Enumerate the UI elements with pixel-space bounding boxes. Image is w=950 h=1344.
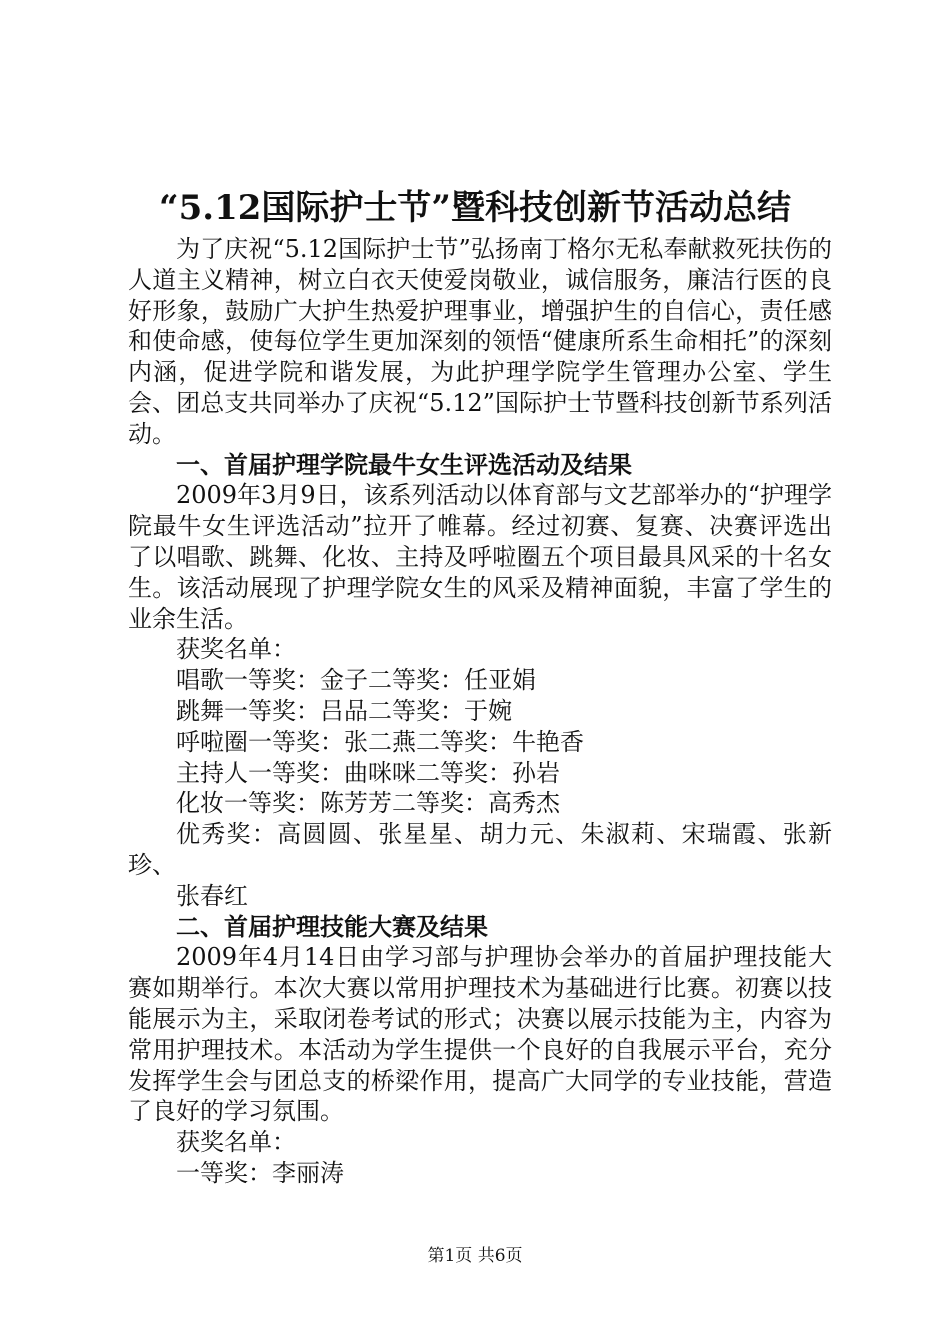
document-title: “5.12国际护士节”暨科技创新节活动总结	[159, 188, 791, 228]
section-heading-2: 二、首届护理技能大赛及结果	[176, 911, 488, 941]
section-1-paragraph: 2009年3月9日，该系列活动以体育部与文艺部举办的“护理学院最牛女生评选活动”拉开了帷幕。经过初赛、复赛、决赛评选出了以唱歌、跳舞、化妆、主持及呼啦圈五个项目最具风采的十名女生。该活动展现了护理学院女生的风采及精神面貌，丰富了学生的业余生活。	[128, 481, 832, 633]
award-list-label: 获奖名单：	[176, 635, 296, 664]
section-heading-1: 一、首届护理学院最牛女生评选活动及结果	[176, 449, 632, 479]
intro-paragraph: 为了庆祝“5.12国际护士节”弘扬南丁格尔无私奉献救死扶伤的人道主义精神，树立白衣天使爱岗敬业，诚信服务，廉洁行医的良好形象，鼓励广大护生热爱护理事业，增强护生的自信心，责任感和使命感，使每位学生更加深刻的领悟“健康所系生命相托”的深刻内涵，促进学院和谐发展，为此护理学院学生管理办公室、学生会、团总支共同举办了庆祝“5.12”国际护士节暨科技创新节系列活动。	[128, 235, 832, 448]
document-body	[128, 234, 832, 1189]
award-line-host: 主持人一等奖：曲咪咪二等奖：孙岩	[176, 758, 560, 787]
award-line-makeup: 化妆一等奖：陈芳芳二等奖：高秀杰	[176, 789, 560, 818]
award-line-hula-hoop: 呼啦圈一等奖：张二燕二等奖：牛艳香	[176, 727, 584, 756]
page-footer: 第1页 共6页	[427, 1246, 523, 1266]
award-line-singing: 唱歌一等奖：金子二等奖：任亚娟	[176, 666, 536, 695]
award-line-excellence: 优秀奖：高圆圆、张星星、胡力元、朱淑莉、宋瑞霞、张新珍、	[128, 820, 832, 879]
award-line-dancing: 跳舞一等奖：吕品二等奖：于婉	[176, 696, 512, 725]
award-line-excellence-cont: 张春红	[176, 881, 248, 910]
section-2-paragraph: 2009年4月14日由学习部与护理协会举办的首届护理技能大赛如期举行。本次大赛以常用护理技术为基础进行比赛。初赛以技能展示为主，采取闭卷考试的形式；决赛以展示技能为主，内容为常用护理技术。本活动为学生提供一个良好的自我展示平台，充分发挥学生会与团总支的桥梁作用，提高广大同学的专业技能，营造了良好的学习氛围。	[128, 943, 832, 1126]
award-line-first-prize: 一等奖：李丽涛	[176, 1158, 344, 1187]
award-list-label-2: 获奖名单：	[176, 1128, 296, 1157]
